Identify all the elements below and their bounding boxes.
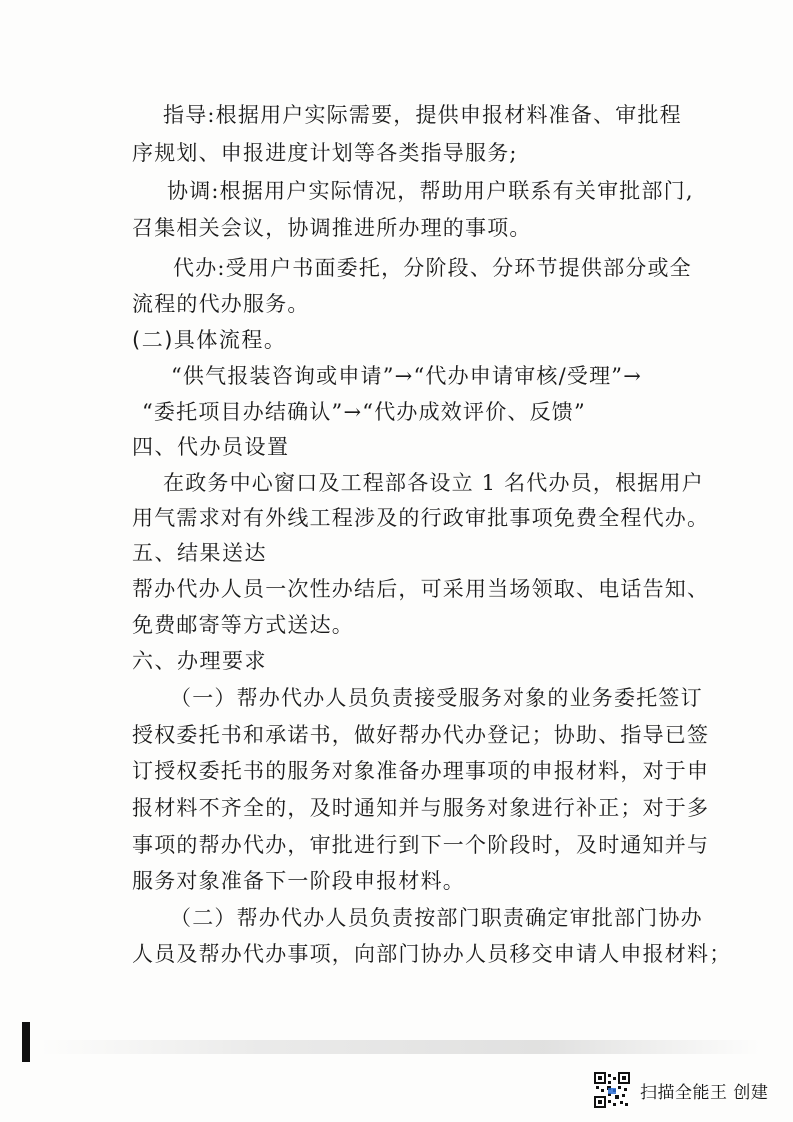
text-line: 人员及帮办代办事项，向部门协办人员移交申请人申报材料； xyxy=(132,942,732,966)
section-heading: 五、结果送达 xyxy=(132,541,267,565)
text-line: “委托项目办结确认”→“代办成效评价、反馈” xyxy=(142,400,586,424)
text-line: 帮办代办人员一次性办结后，可采用当场领取、电话告知、 xyxy=(132,577,710,601)
text-line: 用气需求对有外线工程涉及的行政审批事项免费全程代办。 xyxy=(132,506,710,530)
text-line: 代办:受用户书面委托，分阶段、分环节提供部分或全 xyxy=(173,256,692,280)
text-line: 订授权委托书的服务对象准备办理事项的申报材料，对于申 xyxy=(132,759,710,783)
text-line: （二）帮办代办人员负责按部门职责确定审批部门协办 xyxy=(170,906,703,930)
text-line: 在政务中心窗口及工程部各设立 1 名代办员，根据用户 xyxy=(163,471,704,495)
section-heading: 六、办理要求 xyxy=(132,649,267,673)
text-line: 授权委托书和承诺书，做好帮办代办登记；协助、指导已签 xyxy=(132,723,710,747)
text-line: 事项的帮办代办，审批进行到下一个阶段时，及时通知并与 xyxy=(132,833,710,857)
scan-artifact-band xyxy=(40,1040,760,1054)
text-line: 报材料不齐全的，及时通知并与服务对象进行补正；对于多 xyxy=(132,796,710,820)
text-line: （一）帮办代办人员负责接受服务对象的业务委托签订 xyxy=(170,686,703,710)
text-line: 流程的代办服务。 xyxy=(132,292,310,316)
text-line: “供气报装咨询或申请”→“代办申请审核/受理”→ xyxy=(171,364,643,388)
section-heading: 四、代办员设置 xyxy=(132,435,290,459)
text-line: 指导:根据用户实际需要，提供申报材料准备、审批程 xyxy=(163,103,682,127)
text-line: 召集相关会议，协调推进所办理的事项。 xyxy=(132,216,532,240)
scan-edge-mark xyxy=(22,1022,30,1062)
text-line: 免费邮寄等方式送达。 xyxy=(132,613,354,637)
section-subheading: (二)具体流程。 xyxy=(132,328,287,352)
text-line: 序规划、申报进度计划等各类指导服务; xyxy=(132,141,518,165)
text-line: 服务对象准备下一阶段申报材料。 xyxy=(132,869,465,893)
qr-code-icon xyxy=(594,1072,630,1108)
scanner-watermark xyxy=(594,1068,784,1112)
watermark-text: 扫描全能王 创建 xyxy=(640,1082,769,1103)
text-line: 协调:根据用户实际情况，帮助用户联系有关审批部门, xyxy=(167,179,694,203)
